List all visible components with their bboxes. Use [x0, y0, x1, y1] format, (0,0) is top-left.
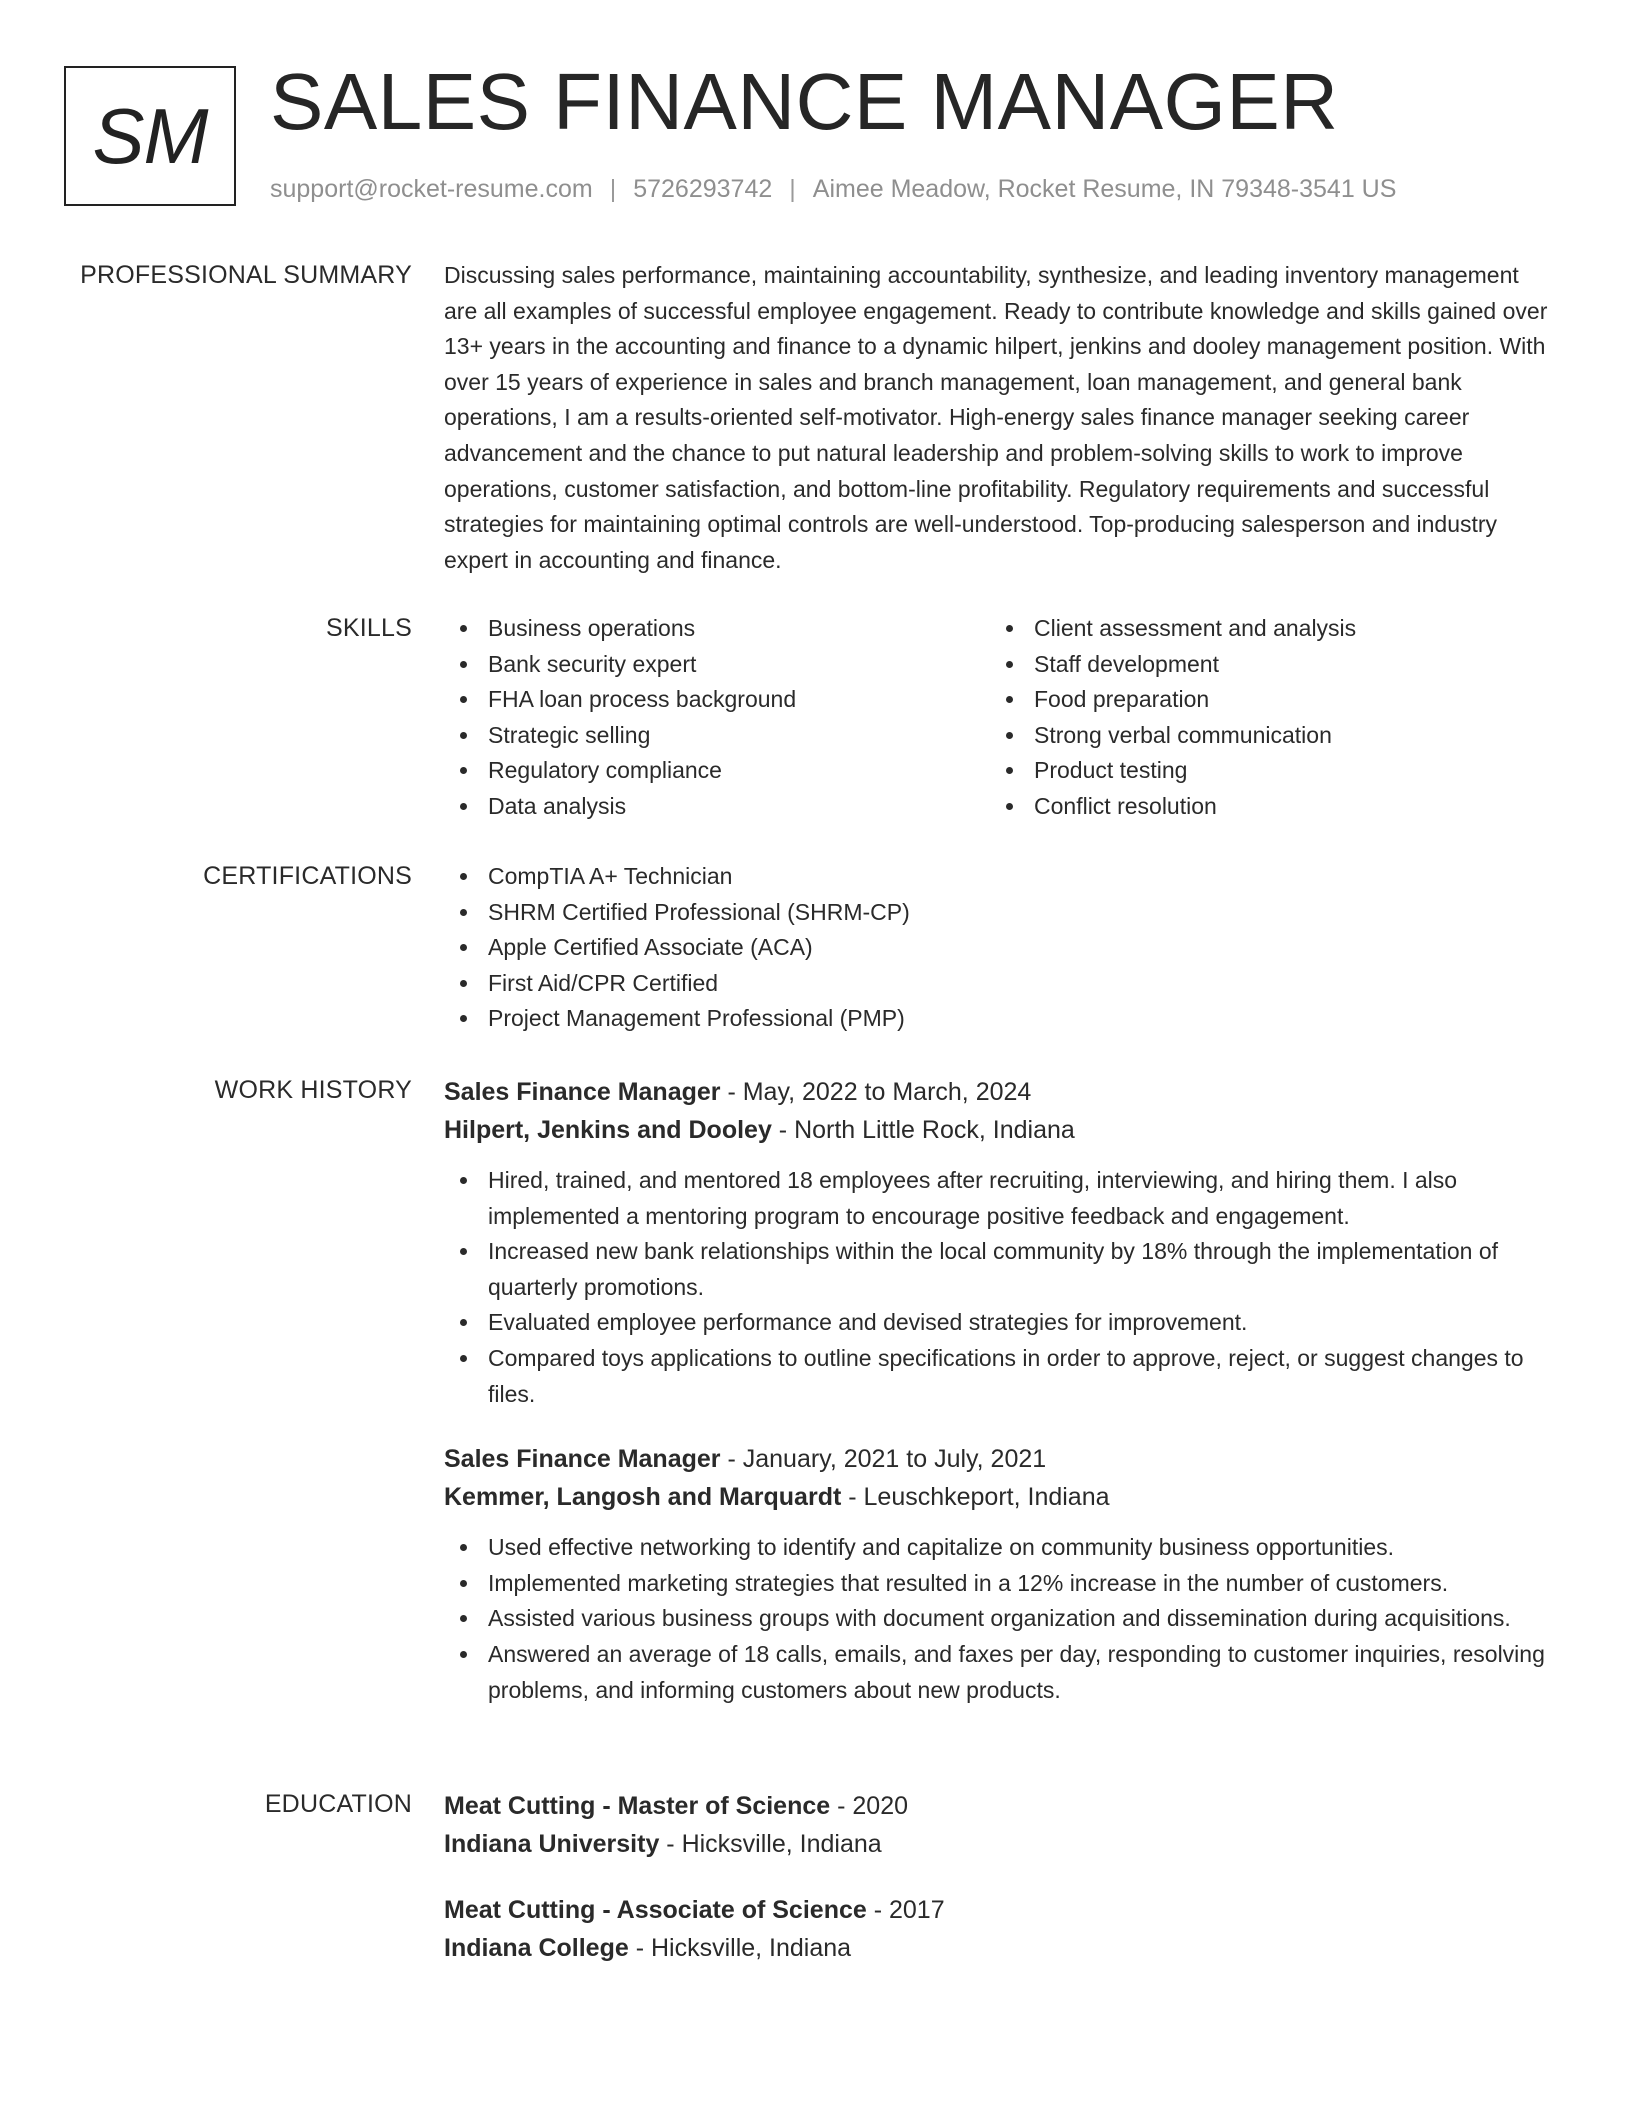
degree-line [444, 1891, 1556, 1929]
skill-item: Strategic selling [444, 718, 990, 754]
education-entry [444, 1787, 1556, 1863]
skill-item: Business operations [444, 611, 990, 647]
school: Indiana University [444, 1830, 660, 1858]
education-entry [444, 1891, 1556, 1967]
skill-item: Food preparation [990, 682, 1536, 718]
job-bullet: Increased new bank relationships within the local community by 18% through the implementation of quarterly promotions. [444, 1234, 1556, 1305]
job-location: - Leuschkeport, Indiana [841, 1483, 1110, 1512]
job-title: Sales Finance Manager [444, 1078, 721, 1106]
skill-item: Regulatory compliance [444, 753, 990, 789]
job-dates: - January, 2021 to July, 2021 [720, 1445, 1047, 1474]
degree-line [444, 1787, 1556, 1825]
section-heading: WORK HISTORY [214, 1076, 412, 1104]
job-bullets [444, 1163, 1556, 1412]
job-title: Sales Finance Manager [444, 1445, 721, 1474]
certification-item: Apple Certified Associate (ACA) [444, 930, 1556, 966]
monogram-logo [64, 66, 236, 206]
job-bullet: Evaluated employee performance and devised strategies for improvement. [444, 1305, 1556, 1341]
school-location: - Hicksville, Indiana [628, 1934, 852, 1962]
section-heading: CERTIFICATIONS [203, 862, 412, 890]
job-entry [444, 1440, 1556, 1708]
job-bullets [444, 1530, 1556, 1708]
certifications-list [444, 859, 1556, 1037]
job-dates: - May, 2022 to March, 2024 [720, 1078, 1032, 1106]
school: Indiana College [444, 1934, 629, 1962]
skill-item: Client assessment and analysis [990, 611, 1536, 647]
school-line [444, 1929, 1556, 1967]
degree: Meat Cutting - Master of Science [444, 1792, 831, 1820]
degree-year: - 2020 [830, 1792, 909, 1820]
contact-separator: | [789, 175, 796, 203]
certification-item: First Aid/CPR Certified [444, 966, 1556, 1002]
job-bullet: Implemented marketing strategies that resulted in a 12% increase in the number of customers. [444, 1566, 1556, 1602]
skills-list-right [990, 611, 1536, 825]
certification-item: CompTIA A+ Technician [444, 859, 1556, 895]
skill-item: Bank security expert [444, 647, 990, 683]
job-bullet: Compared toys applications to outline specifications in order to approve, reject, or suggest changes to files. [444, 1341, 1556, 1412]
job-bullet: Hired, trained, and mentored 18 employees after recruiting, interviewing, and hiring them. I also implemented a mentoring program to encourage positive feedback and engagement. [444, 1163, 1556, 1234]
degree-year: - 2017 [866, 1896, 945, 1924]
job-bullet: Answered an average of 18 calls, emails, and faxes per day, responding to customer inquiries, resolving problems, and informing customers about new products. [444, 1637, 1556, 1708]
degree: Meat Cutting - Associate of Science [444, 1896, 867, 1924]
school-location: - Hicksville, Indiana [659, 1830, 882, 1858]
section-heading: SKILLS [326, 614, 412, 642]
job-bullet: Used effective networking to identify and capitalize on community business opportunities. [444, 1530, 1556, 1566]
skill-item: Strong verbal communication [990, 718, 1536, 754]
contact-line [270, 172, 1396, 206]
job-company-line [444, 1111, 1556, 1149]
monogram-initials: SM [92, 92, 208, 180]
contact-phone[interactable]: 5726293742 [633, 175, 773, 203]
contact-separator: | [609, 175, 617, 203]
summary-text: Discussing sales performance, maintaining accountability, synthesize, and leading inventory management are all examples of successful employee engagement. Ready to contribute knowledge and skills gained over 13+ years in the accounting and finance to a dynamic hilpert, jenkins and dooley management position. With over 15 years of experience in sales and branch management, loan management, and general bank operations, I am a results-oriented self-motivator. High-energy sales finance manager seeking career advancement and the chance to put natural leadership and problem-solving skills to work to improve operations, customer satisfaction, and bottom-line profitability. Regulatory requirements and successful strategies for maintaining optimal controls are well-understood. Top-producing salesperson and industry expert in accounting and finance. [444, 262, 1548, 573]
contact-email[interactable]: support@rocket-resume.com [270, 175, 593, 203]
job-entry [444, 1073, 1556, 1412]
job-bullet: Assisted various business groups with document organization and dissemination during acquisitions. [444, 1601, 1556, 1637]
job-company: Kemmer, Langosh and Marquardt [444, 1483, 842, 1512]
certification-item: SHRM Certified Professional (SHRM-CP) [444, 895, 1556, 931]
job-location: - North Little Rock, Indiana [771, 1116, 1075, 1144]
school-line [444, 1825, 1556, 1863]
section-heading: EDUCATION [264, 1790, 412, 1818]
skill-item: FHA loan process background [444, 682, 990, 718]
resume-title: SALES FINANCE MANAGER [270, 57, 1339, 146]
contact-address: Aimee Meadow, Rocket Resume, IN 79348-3541 US [812, 175, 1397, 203]
skill-item: Conflict resolution [990, 789, 1536, 825]
section-heading: PROFESSIONAL SUMMARY [80, 261, 412, 289]
skill-item: Data analysis [444, 789, 990, 825]
certification-item: Project Management Professional (PMP) [444, 1001, 1556, 1037]
skills-list-left [444, 611, 990, 825]
job-company: Hilpert, Jenkins and Dooley [444, 1116, 772, 1144]
job-company-line [444, 1478, 1556, 1516]
skill-item: Staff development [990, 647, 1536, 683]
skill-item: Product testing [990, 753, 1536, 789]
job-title-line [444, 1440, 1556, 1478]
job-title-line [444, 1073, 1556, 1111]
